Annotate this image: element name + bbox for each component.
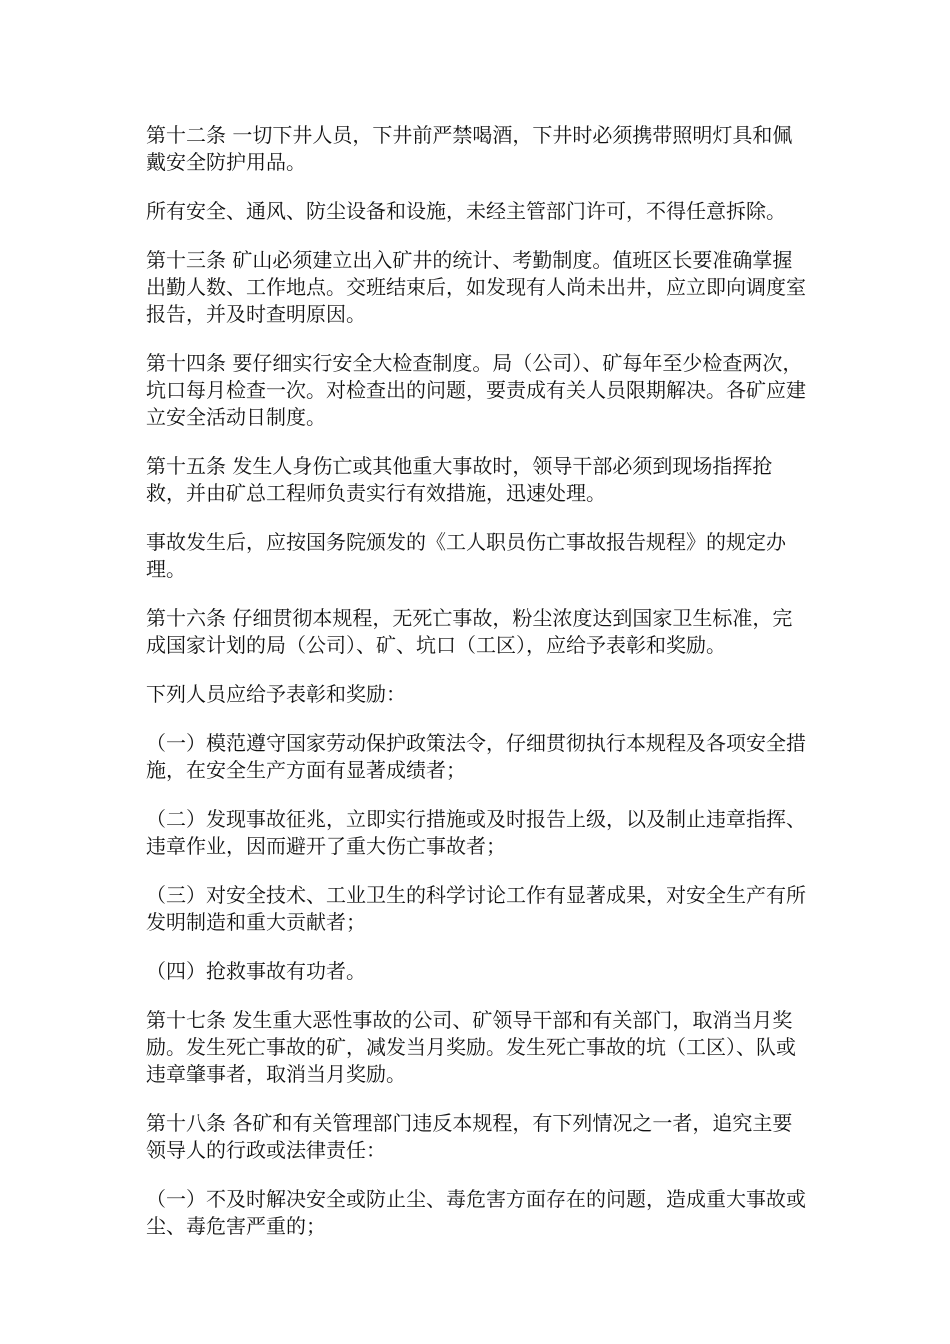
paragraph-article-17: 第十七条 发生重大恶性事故的公司、矿领导干部和有关部门，取消当月奖励。发生死亡事故的矿，减发当月奖励。发生死亡事故的坑（工区）、队或违章肇事者，取消当月奖励。 — [146, 1008, 796, 1086]
paragraph-article-14: 第十四条 要仔细实行安全大检查制度。局（公司）、矿每年至少检查两次，坑口每月检查一次。对检查出的问题，要责成有关人员限期解决。各矿应建立安全活动日制度。 — [146, 351, 806, 429]
document-body — [146, 122, 810, 1262]
paragraph-commendation-intro: 下列人员应给予表彰和奖励： — [146, 682, 406, 706]
paragraph-article-16: 第十六条 仔细贯彻本规程，无死亡事故，粉尘浓度达到国家卫生标准，完成国家计划的局（公司）、矿、坑口（工区），应给予表彰和奖励。 — [146, 606, 793, 657]
list-item-commendation-1: （一）模范遵守国家劳动保护政策法令，仔细贯彻执行本规程及各项安全措施，在安全生产方面有显著成绩者； — [146, 731, 806, 782]
list-item-commendation-2: （二）发现事故征兆，立即实行措施或及时报告上级，以及制止违章指挥、违章作业，因而避开了重大伤亡事故者； — [146, 807, 806, 858]
paragraph-accident-report: 事故发生后，应按国务院颁发的《工人职员伤亡事故报告规程》的规定办理。 — [146, 530, 786, 581]
paragraph-equipment-removal: 所有安全、通风、防尘设备和设施，未经主管部门许可，不得任意拆除。 — [146, 199, 786, 223]
paragraph-article-18: 第十八条 各矿和有关管理部门违反本规程，有下列情况之一者，追究主要领导人的行政或法律责任： — [146, 1111, 793, 1162]
paragraph-article-13: 第十三条 矿山必须建立出入矿井的统计、考勤制度。值班区长要准确掌握出勤人数、工作地点。交班结束后，如发现有人尚未出井，应立即向调度室报告，并及时查明原因。 — [146, 248, 806, 326]
paragraph-article-12: 第十二条 一切下井人员，下井前严禁喝酒，下井时必须携带照明灯具和佩戴安全防护用品。 — [146, 123, 793, 174]
list-item-commendation-4: （四）抢救事故有功者。 — [146, 959, 366, 983]
paragraph-article-15: 第十五条 发生人身伤亡或其他重大事故时，领导干部必须到现场指挥抢救，并由矿总工程师负责实行有效措施，迅速处理。 — [146, 454, 773, 505]
list-item-liability-1: （一）不及时解决安全或防止尘、毒危害方面存在的问题，造成重大事故或尘、毒危害严重的； — [146, 1187, 806, 1238]
list-item-commendation-3: （三）对安全技术、工业卫生的科学讨论工作有显著成果，对安全生产有所发明制造和重大贡献者； — [146, 883, 806, 934]
